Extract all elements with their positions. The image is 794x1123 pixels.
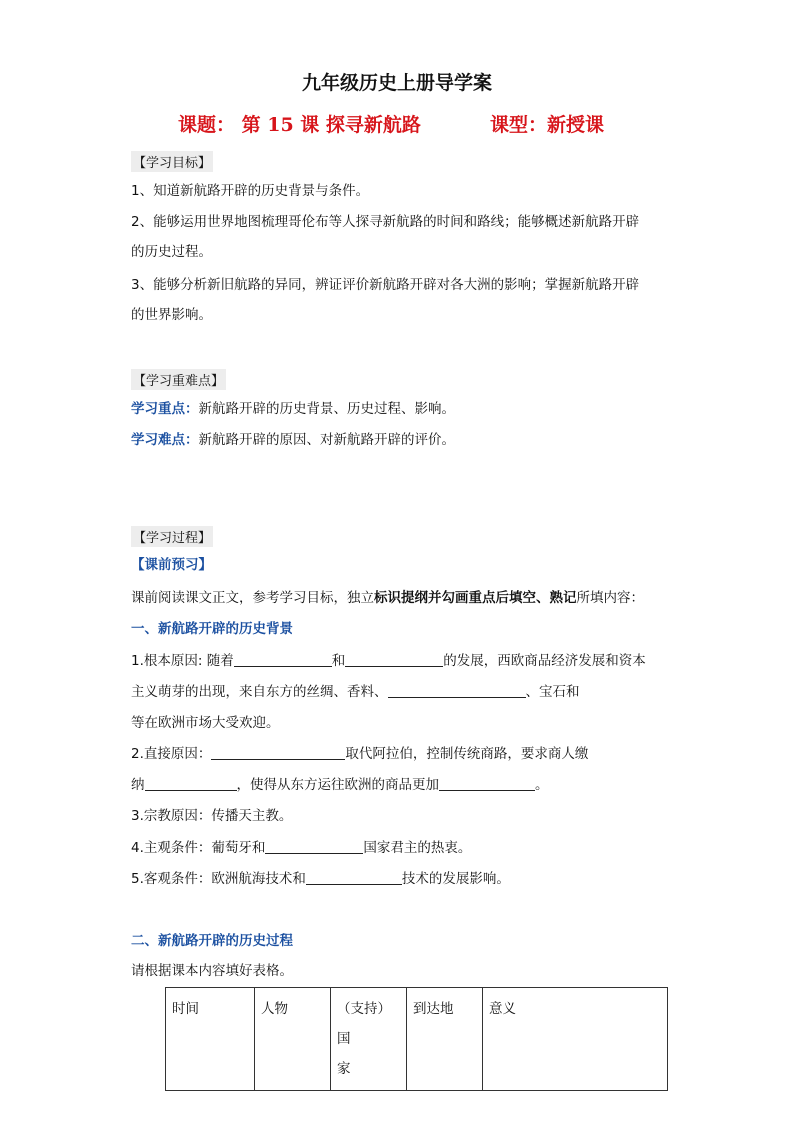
lesson-title: 课题： 第 15 课 探寻新航路 xyxy=(178,114,421,136)
goals-heading: 【学习目标】 xyxy=(131,151,213,172)
reason-1-text-d: 主义萌芽的出现，来自东方的丝绸、香料、 xyxy=(131,684,388,700)
header-significance: 意义 xyxy=(489,1001,516,1017)
reason-1-text-c: 的发展，西欧商品经济发展和资本 xyxy=(443,653,646,669)
fill-blank[interactable] xyxy=(265,839,363,854)
reason-2-text-a: 2.直接原因： xyxy=(131,746,212,762)
reason-2-text-b: 取代阿拉伯，控制传统商路，要求商人缴 xyxy=(345,746,589,762)
key-point-label: 学习重点： xyxy=(131,401,199,417)
voyage-table xyxy=(165,987,668,1091)
instruction-plain: 课前阅读课文正文，参考学习目标，独立 xyxy=(131,590,374,606)
reason-5-text-a: 5.客观条件：欧洲航海技术和 xyxy=(131,871,306,887)
header-country-1: （支持）国 xyxy=(337,1001,391,1047)
header-person: 人物 xyxy=(261,1001,288,1017)
section-1-heading: 一、新航路开辟的历史背景 xyxy=(131,621,293,637)
reason-1-text-b: 和 xyxy=(331,653,346,669)
reason-2-text-d: ，使得从东方运往欧洲的商品更加 xyxy=(236,777,439,793)
reason-2-line-1 xyxy=(131,744,588,764)
difficult-point-label: 学习难点： xyxy=(131,432,199,448)
reason-2-text-c: 纳 xyxy=(131,777,145,793)
reason-1-text-e: 、宝石和 xyxy=(525,684,580,700)
table-instruction: 请根据课本内容填好表格。 xyxy=(131,963,293,979)
process-heading: 【学习过程】 xyxy=(131,526,213,547)
table-header-cell xyxy=(407,988,483,1091)
reason-4-text-a: 4.主观条件：葡萄牙和 xyxy=(131,840,266,856)
difficult-point-line xyxy=(131,430,455,450)
reason-4 xyxy=(131,838,471,858)
goal-item-2-line-1: 2、能够运用世界地图梳理哥伦布等人探寻新航路的时间和路线；能够概述新航路开辟 xyxy=(131,214,640,230)
instruction-bold: 标识提纲并勾画重点后填空、熟记 xyxy=(374,590,577,606)
table-header-cell xyxy=(166,988,255,1091)
difficult-point-text: 新航路开辟的原因、对新航路开辟的评价。 xyxy=(198,432,455,448)
reason-5-text-b: 技术的发展影响。 xyxy=(401,871,510,887)
reason-5 xyxy=(131,869,510,889)
fill-blank[interactable] xyxy=(211,745,345,760)
header-destination: 到达地 xyxy=(413,1001,454,1017)
lesson-type: 课型：新授课 xyxy=(490,114,605,136)
reason-3: 3.宗教原因：传播天主教。 xyxy=(131,808,293,824)
fill-blank[interactable] xyxy=(145,776,237,791)
reason-1-line-3: 等在欧洲市场大受欢迎。 xyxy=(131,715,280,731)
fill-blank[interactable] xyxy=(306,870,402,885)
goal-item-3-line-1: 3、能够分析新旧航路的异同，辨证评价新航路开辟对各大洲的影响；掌握新航路开辟 xyxy=(131,277,640,293)
fill-blank[interactable] xyxy=(234,652,332,667)
table-header-cell xyxy=(255,988,331,1091)
reason-2-text-e: 。 xyxy=(535,777,549,793)
document-title: 九年级历史上册导学案 xyxy=(301,72,492,94)
key-point-text: 新航路开辟的历史背景、历史过程、影响。 xyxy=(198,401,455,417)
fill-blank[interactable] xyxy=(388,683,526,698)
header-time: 时间 xyxy=(172,1001,199,1017)
reason-1-line-1 xyxy=(131,651,646,671)
reason-4-text-b: 国家君主的热衷。 xyxy=(363,840,472,856)
fill-blank[interactable] xyxy=(439,776,535,791)
header-country-2: 家 xyxy=(337,1061,351,1077)
keypoints-heading: 【学习重难点】 xyxy=(131,369,226,390)
goal-item-1: 1、知道新航路开辟的历史背景与条件。 xyxy=(131,183,370,199)
table-header-cell xyxy=(483,988,668,1091)
table-row xyxy=(166,988,668,1091)
preview-instruction xyxy=(131,588,644,608)
reason-1-line-2 xyxy=(131,682,580,702)
reason-2-line-2 xyxy=(131,775,549,795)
key-point-line xyxy=(131,399,455,419)
preview-label: 【课前预习】 xyxy=(131,557,212,573)
table-header-cell xyxy=(331,988,407,1091)
instruction-end: 所填内容： xyxy=(576,590,644,606)
section-2-heading: 二、新航路开辟的历史过程 xyxy=(131,933,293,949)
goal-item-3-line-2: 的世界影响。 xyxy=(131,307,212,323)
reason-1-text-a: 1.根本原因: 随着 xyxy=(131,653,234,669)
goal-item-2-line-2: 的历史过程。 xyxy=(131,244,212,260)
fill-blank[interactable] xyxy=(345,652,443,667)
